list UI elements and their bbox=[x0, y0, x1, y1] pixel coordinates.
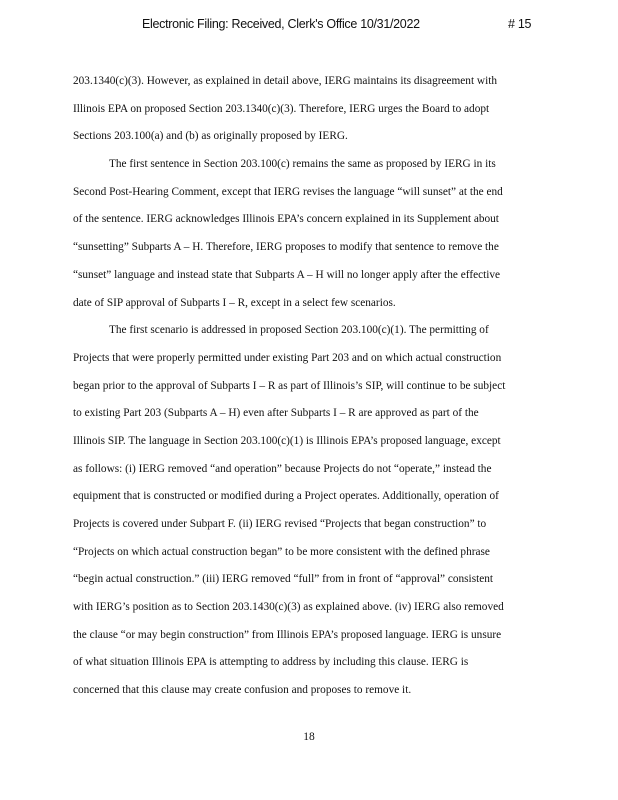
text-line: date of SIP approval of Subparts I – R, except in a select few scenarios. bbox=[73, 296, 396, 309]
text-line: of the sentence. IERG acknowledges Illinois EPA’s concern explained in its Supplement about bbox=[73, 213, 499, 226]
text-line: to existing Part 203 (Subparts A – H) even after Subparts I – R are approved as part of the bbox=[73, 407, 479, 420]
text-line: “Projects on which actual construction began” to be more consistent with the defined phrase bbox=[73, 545, 490, 558]
page-number: 18 bbox=[303, 731, 315, 743]
text-line: began prior to the approval of Subparts I – R as part of Illinois’s SIP, will continue to be subject bbox=[73, 379, 506, 392]
text-line: Projects is covered under Subpart F. (ii) IERG revised “Projects that began construction” to bbox=[73, 518, 487, 530]
text-line: The first sentence in Section 203.100(c) remains the same as proposed by IERG in its bbox=[109, 158, 496, 171]
text-line: “sunsetting” Subparts A – H. Therefore, IERG proposes to modify that sentence to remove the bbox=[73, 241, 499, 254]
text-line: Sections 203.100(a) and (b) as originally proposed by IERG. bbox=[73, 130, 348, 143]
filing-header bbox=[0, 17, 618, 37]
document-body bbox=[73, 68, 543, 705]
text-line: Projects that were properly permitted under existing Part 203 and on which actual construction bbox=[73, 351, 502, 364]
paragraph-1 bbox=[73, 68, 543, 151]
paragraph-3 bbox=[73, 317, 543, 705]
paragraph-2 bbox=[73, 151, 543, 317]
text-line: with IERG’s position as to Section 203.1430(c)(3) as explained above. (iv) IERG also removed bbox=[73, 601, 504, 614]
text-line: of what situation Illinois EPA is attempting to address by including this clause. IERG is bbox=[73, 656, 469, 669]
text-line: Second Post-Hearing Comment, except that IERG revises the language “will sunset” at the end bbox=[73, 185, 503, 198]
text-line: Illinois SIP. The language in Section 203.100(c)(1) is Illinois EPA’s proposed language, except bbox=[73, 434, 501, 447]
text-line: equipment that is constructed or modified during a Project operates. Additionally, operation of bbox=[73, 490, 499, 503]
text-line: 203.1340(c)(3). However, as explained in detail above, IERG maintains its disagreement with bbox=[73, 75, 498, 87]
text-line: The first scenario is addressed in proposed Section 203.100(c)(1). The permitting of bbox=[109, 324, 489, 337]
text-line: “begin actual construction.” (iii) IERG removed “full” from in front of “approval” consistent bbox=[73, 573, 494, 586]
filing-stamp: Electronic Filing: Received, Clerk's Office 10/31/2022 bbox=[142, 17, 420, 31]
text-line: concerned that this clause may create confusion and proposes to remove it. bbox=[73, 684, 412, 697]
document-number: # 15 bbox=[508, 17, 532, 31]
text-line: Illinois EPA on proposed Section 203.1340(c)(3). Therefore, IERG urges the Board to adopt bbox=[73, 102, 490, 115]
text-line: as follows: (i) IERG removed “and operation” because Projects do not “operate,” instead the bbox=[73, 462, 492, 475]
text-line: “sunset” language and instead state that Subparts A – H will no longer apply after the effective bbox=[73, 268, 501, 281]
text-line: the clause “or may begin construction” from Illinois EPA’s proposed language. IERG is unsure bbox=[73, 628, 502, 641]
